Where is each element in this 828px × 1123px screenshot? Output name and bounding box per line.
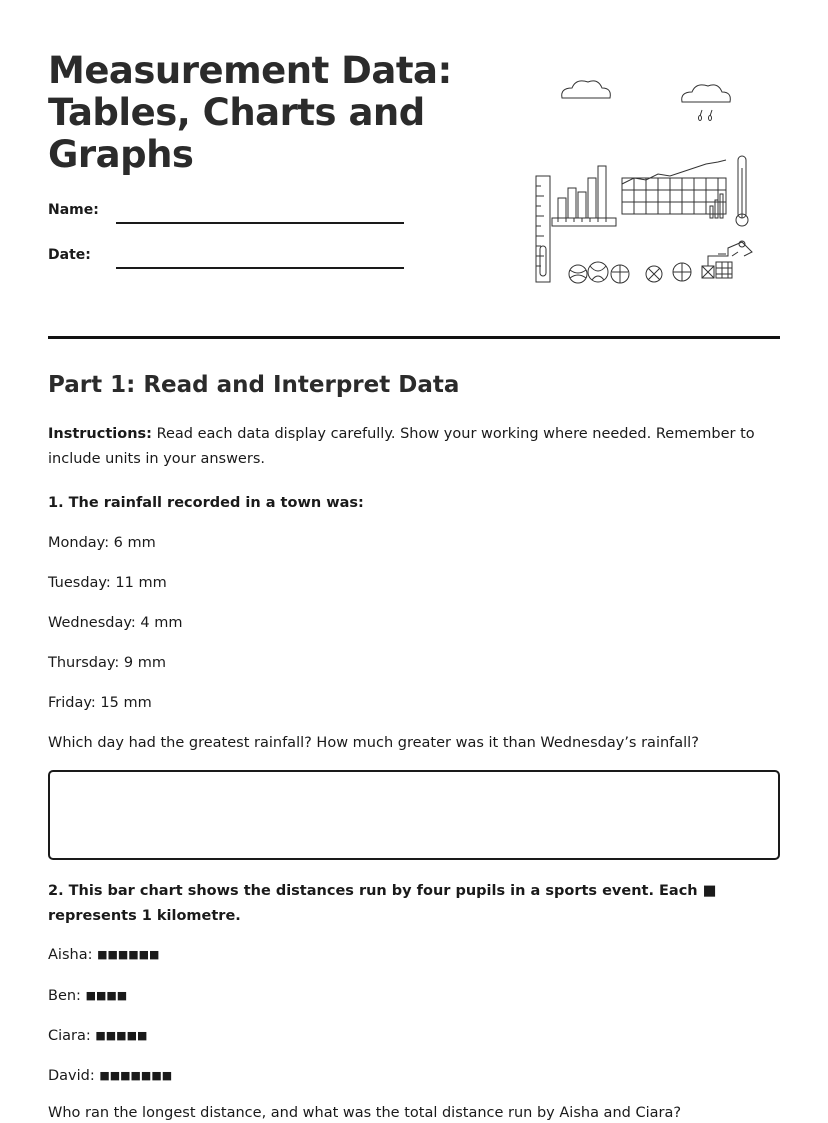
distance-squares: ■■■■■■■ [99, 1069, 173, 1082]
distance-squares: ■■■■■■ [97, 948, 160, 961]
pupil-name: Ben: [48, 988, 81, 1004]
rainfall-item: Thursday: 9 mm [48, 655, 166, 671]
distance-squares: ■■■■ [85, 989, 128, 1002]
name-write-line [116, 222, 404, 224]
distance-row [48, 1026, 147, 1046]
rainfall-item: Wednesday: 4 mm [48, 615, 183, 631]
instructions-label: Instructions: [48, 426, 152, 442]
rainfall-item: Tuesday: 11 mm [48, 575, 167, 591]
question-1-title: 1. The rainfall recorded in a town was: [48, 495, 364, 511]
question-2-title: 2. This bar chart shows the distances run by four pupils in a sports event. Each ■ represents 1 kilometre. [48, 883, 717, 924]
rainfall-item: Monday: 6 mm [48, 535, 156, 551]
instructions-body: Read each data display carefully. Show your working where needed. Remember to include units in your answers. [48, 426, 755, 467]
date-field [48, 247, 408, 277]
name-field [48, 202, 408, 232]
question-2-prompt: Who ran the longest distance, and what was the total distance run by Aisha and Ciara? [48, 1105, 682, 1121]
distance-row [48, 945, 159, 965]
distance-row [48, 1066, 172, 1086]
rainfall-item: Friday: 15 mm [48, 695, 152, 711]
date-label: Date: [48, 247, 91, 263]
instructions-text [48, 422, 768, 472]
pupil-name: Aisha: [48, 947, 93, 963]
pupil-name: David: [48, 1068, 95, 1084]
distance-squares: ■■■■■ [95, 1029, 148, 1042]
question-1-prompt: Which day had the greatest rainfall? How much greater was it than Wednesday’s rainfall? [48, 735, 699, 751]
name-label: Name: [48, 202, 99, 218]
distance-row [48, 986, 127, 1006]
part1-title: Part 1: Read and Interpret Data [48, 372, 460, 398]
worksheet-title: Measurement Data: Tables, Charts and Graphs [48, 49, 452, 176]
question-1-answer-box[interactable] [48, 770, 780, 860]
header-divider [48, 336, 780, 339]
date-write-line [116, 267, 404, 269]
measurement-doodles-icon [532, 68, 760, 290]
pupil-name: Ciara: [48, 1028, 91, 1044]
